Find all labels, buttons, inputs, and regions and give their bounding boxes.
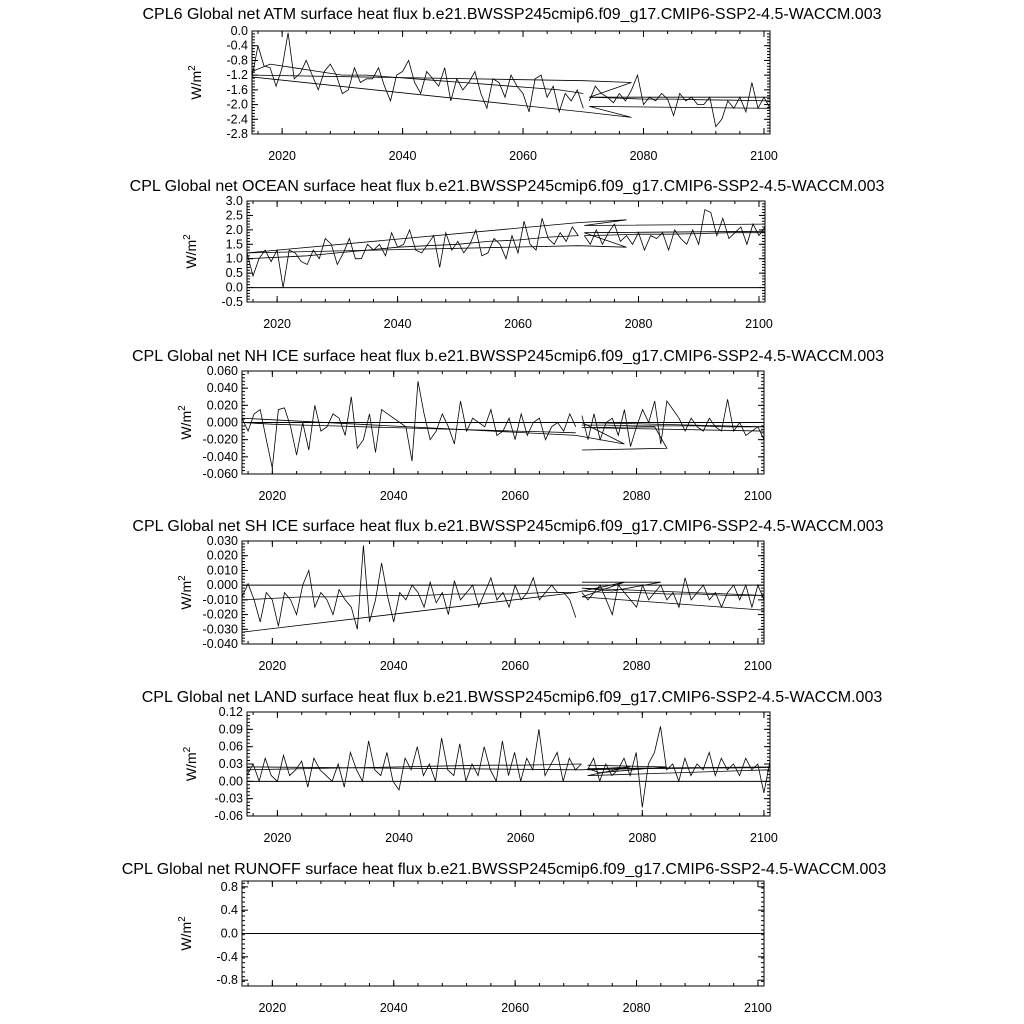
y-tick-label: 3.0 (225, 194, 243, 208)
y-tick-label: 0.000 (206, 415, 238, 430)
chart-panel (142, 689, 883, 845)
y-tick-label: 0.06 (218, 739, 243, 754)
y-tick-label: -0.060 (202, 467, 238, 481)
y-tick-label: 0.0 (220, 926, 238, 941)
series-line (252, 33, 583, 112)
y-tick-label: -0.020 (202, 432, 238, 447)
x-tick-label: 2100 (750, 831, 778, 845)
x-tick-label: 2040 (379, 1001, 408, 1015)
series-line (242, 423, 576, 433)
y-tick-label: 0.5 (225, 266, 243, 281)
y-tick-label: 0.030 (206, 534, 238, 548)
chart-title: CPL Global net RUNOFF surface heat flux b.e21.BWSSP245cmip6.f09_g17.CMIP6-SSP2-4.5-WACCM.003 (121, 861, 887, 878)
y-tick-label: -0.4 (226, 38, 248, 53)
x-tick-label: 2020 (258, 489, 287, 503)
x-tick-label: 2100 (750, 149, 778, 163)
x-tick-label: 2020 (263, 317, 292, 331)
x-tick-label: 2080 (622, 1001, 651, 1015)
series-line (584, 210, 765, 250)
series-line (582, 578, 764, 615)
chart-panel (130, 178, 885, 331)
chart-title: CPL Global net SH ICE surface heat flux b.e21.BWSSP245cmip6.f09_g17.CMIP6-SSP2-4.5-WACCM.003 (132, 518, 884, 535)
y-tick-label: -0.010 (202, 592, 238, 607)
y-tick-label: -0.030 (202, 622, 238, 637)
y-tick-label: 1.0 (225, 251, 243, 266)
series-line (247, 220, 765, 253)
series-line (242, 545, 576, 629)
x-tick-label: 2100 (744, 1001, 772, 1015)
y-axis-label: $W/m^2$ (177, 405, 194, 440)
y-tick-label: -0.040 (202, 449, 238, 464)
y-tick-label: 0.8 (220, 879, 238, 894)
x-tick-label: 2080 (622, 659, 651, 673)
y-tick-label: -0.040 (202, 637, 238, 651)
y-tick-label: 0.4 (220, 903, 238, 918)
chart-title: CPL Global net OCEAN surface heat flux b.e21.BWSSP245cmip6.f09_g17.CMIP6-SSP2-4.5-WACCM.003 (129, 178, 885, 195)
y-tick-label: -1.2 (226, 68, 248, 83)
y-tick-label: 2.5 (225, 208, 243, 223)
plot-frame (247, 712, 770, 816)
series-line (584, 233, 765, 236)
y-tick-label: 0.000 (206, 578, 238, 593)
chart-panel (132, 348, 884, 503)
series-line (589, 97, 770, 101)
y-tick-label: -2.0 (226, 97, 248, 112)
y-tick-label: 2.0 (225, 222, 243, 237)
x-tick-label: 2100 (745, 317, 773, 331)
x-tick-label: 2040 (379, 489, 408, 503)
y-tick-label: 0.060 (206, 364, 238, 378)
x-tick-label: 2040 (379, 659, 408, 673)
chart-panel (142, 6, 881, 163)
x-tick-label: 2080 (624, 317, 653, 331)
y-tick-label: 0.020 (206, 548, 238, 563)
x-tick-label: 2080 (628, 831, 657, 845)
x-tick-label: 2060 (501, 659, 530, 673)
y-tick-label: -0.020 (202, 607, 238, 622)
x-tick-label: 2060 (509, 149, 537, 163)
y-tick-label: 0.00 (218, 774, 243, 789)
chart-panel (132, 518, 883, 673)
x-tick-label: 2020 (268, 149, 297, 163)
chart-title: CPL6 Global net ATM surface heat flux b.e21.BWSSP245cmip6.f09_g17.CMIP6-SSP2-4.5-WACCM.003 (142, 6, 882, 23)
y-tick-label: 0.010 (206, 563, 238, 578)
x-tick-label: 2080 (622, 489, 651, 503)
y-tick-label: 1.5 (225, 237, 243, 252)
y-tick-label: -0.8 (216, 973, 238, 988)
x-tick-label: 2060 (501, 1001, 530, 1015)
y-tick-label: -0.4 (216, 949, 238, 964)
y-axis-label: $W/m^2$ (187, 65, 204, 100)
y-tick-label: -0.5 (221, 295, 243, 309)
y-tick-label: 0.03 (218, 757, 243, 771)
y-tick-label: 0.12 (218, 705, 243, 719)
y-tick-label: 0.040 (206, 381, 238, 396)
y-tick-label: 0.020 (206, 398, 238, 413)
x-tick-label: 2040 (383, 317, 412, 331)
y-tick-label: -1.6 (226, 82, 248, 97)
x-tick-label: 2080 (629, 149, 658, 163)
x-tick-label: 2020 (258, 659, 287, 673)
plot-frame (252, 31, 770, 134)
y-tick-label: 0.0 (230, 24, 248, 38)
chart-panel (122, 861, 887, 1015)
x-tick-label: 2060 (501, 489, 530, 503)
y-tick-label: 0.0 (225, 280, 243, 295)
y-tick-label: -0.03 (214, 791, 243, 806)
y-tick-label: -2.4 (226, 112, 248, 127)
y-tick-label: -0.8 (226, 53, 248, 68)
x-tick-label: 2100 (744, 489, 772, 503)
y-tick-label: -2.8 (226, 127, 248, 141)
y-axis-label: $W/m^2$ (177, 916, 194, 951)
series-line (242, 582, 764, 632)
y-axis-label: $W/m^2$ (182, 234, 199, 269)
series-line (247, 218, 578, 287)
x-tick-label: 2040 (388, 149, 417, 163)
x-tick-label: 2020 (258, 1001, 287, 1015)
x-tick-label: 2020 (263, 831, 292, 845)
chart-title: CPL Global net NH ICE surface heat flux b.e21.BWSSP245cmip6.f09_g17.CMIP6-SSP2-4.5-WACCM.003 (131, 348, 885, 365)
x-tick-label: 2060 (504, 317, 532, 331)
series-line (582, 427, 764, 450)
x-tick-label: 2040 (385, 831, 413, 845)
y-tick-label: -0.06 (214, 809, 243, 823)
y-tick-label: 0.09 (218, 722, 243, 737)
series-line (589, 75, 770, 127)
y-axis-label: $W/m^2$ (182, 746, 199, 782)
chart-title: CPL Global net LAND surface heat flux b.e21.BWSSP245cmip6.f09_g17.CMIP6-SSP2-4.5-WACCM.003 (141, 689, 883, 706)
x-tick-label: 2100 (744, 659, 772, 673)
x-tick-label: 2060 (506, 831, 535, 845)
y-axis-label: $W/m^2$ (177, 575, 194, 610)
